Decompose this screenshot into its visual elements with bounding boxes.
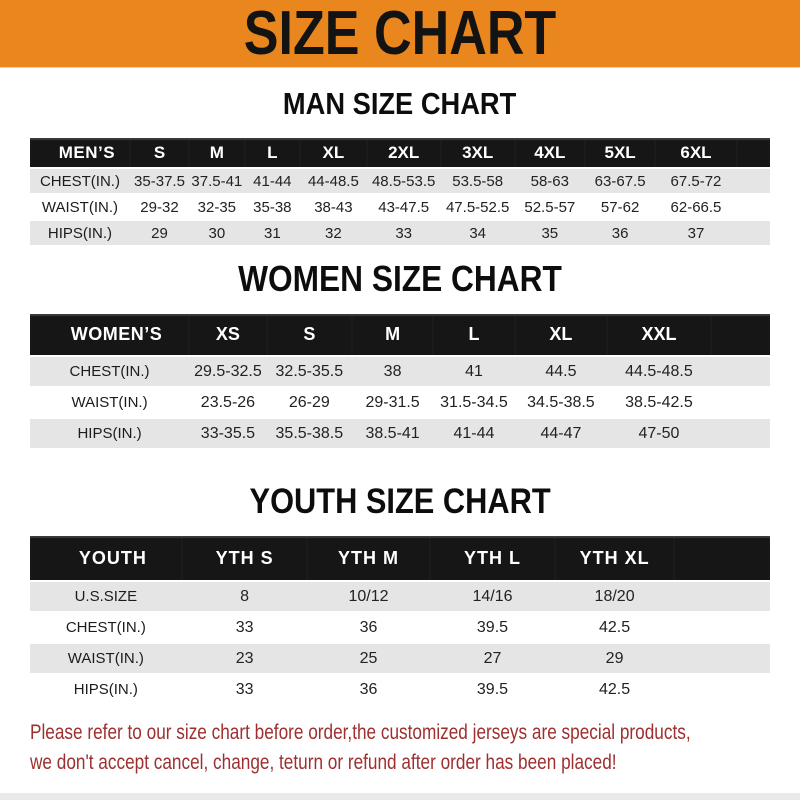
column-header: XS xyxy=(189,314,267,356)
size-value: 38-43 xyxy=(300,194,367,220)
size-value: 34.5-38.5 xyxy=(515,387,608,418)
column-header: XXL xyxy=(607,314,711,356)
table-header-row xyxy=(30,536,770,581)
column-header: XL xyxy=(300,138,367,168)
size-value: 29-32 xyxy=(130,194,189,220)
column-header: 2XL xyxy=(367,138,441,168)
table-row xyxy=(30,581,770,612)
size-value: 44.5 xyxy=(515,356,608,387)
row-label: HIPS(IN.) xyxy=(30,674,182,705)
column-header: 4XL xyxy=(515,138,585,168)
column-header: M xyxy=(352,314,433,356)
row-label: HIPS(IN.) xyxy=(30,220,130,246)
size-value: 39.5 xyxy=(430,612,556,643)
size-value: 44.5-48.5 xyxy=(607,356,711,387)
size-value: 14/16 xyxy=(430,581,556,612)
size-value: 47.5-52.5 xyxy=(441,194,515,220)
row-label: WAIST(IN.) xyxy=(30,643,182,674)
row-label: WAIST(IN.) xyxy=(30,387,189,418)
size-value: 31 xyxy=(245,220,301,246)
column-header: 5XL xyxy=(585,138,655,168)
size-value: 38 xyxy=(352,356,433,387)
filler-cell xyxy=(711,387,770,418)
size-value: 37 xyxy=(655,220,736,246)
disclaimer-line-2: we don't accept cancel, change, teturn or refund after order has been placed! xyxy=(30,750,617,774)
size-value: 41-44 xyxy=(245,168,301,194)
table-row xyxy=(30,418,770,449)
size-value: 41-44 xyxy=(433,418,514,449)
man-section-heading xyxy=(0,88,800,120)
size-value: 34 xyxy=(441,220,515,246)
size-value: 44-47 xyxy=(515,418,608,449)
filler-cell xyxy=(711,314,770,356)
size-value: 67.5-72 xyxy=(655,168,736,194)
column-header: XL xyxy=(515,314,608,356)
filler-cell xyxy=(674,674,770,705)
filler-cell xyxy=(674,536,770,581)
size-value: 38.5-41 xyxy=(352,418,433,449)
column-header: 6XL xyxy=(655,138,736,168)
column-header: 3XL xyxy=(441,138,515,168)
size-value: 29.5-32.5 xyxy=(189,356,267,387)
size-value: 41 xyxy=(433,356,514,387)
column-header: YTH M xyxy=(307,536,429,581)
table-row xyxy=(30,220,770,246)
size-value: 44-48.5 xyxy=(300,168,367,194)
column-header: S xyxy=(130,138,189,168)
table-row xyxy=(30,356,770,387)
size-value: 29-31.5 xyxy=(352,387,433,418)
size-value: 35-37.5 xyxy=(130,168,189,194)
size-value: 63-67.5 xyxy=(585,168,655,194)
size-value: 37.5-41 xyxy=(189,168,245,194)
table-row xyxy=(30,194,770,220)
size-chart-banner xyxy=(0,0,800,68)
size-value: 36 xyxy=(585,220,655,246)
column-header: L xyxy=(433,314,514,356)
size-value: 33 xyxy=(367,220,441,246)
row-label: CHEST(IN.) xyxy=(30,356,189,387)
filler-cell xyxy=(674,612,770,643)
column-header: YTH L xyxy=(430,536,556,581)
size-value: 27 xyxy=(430,643,556,674)
row-label: WAIST(IN.) xyxy=(30,194,130,220)
womens-size-table xyxy=(30,314,770,450)
size-value: 35 xyxy=(515,220,585,246)
size-value: 36 xyxy=(307,612,429,643)
column-header: M xyxy=(189,138,245,168)
size-value: 23.5-26 xyxy=(189,387,267,418)
column-header: YTH XL xyxy=(555,536,673,581)
youth-section-heading xyxy=(0,483,800,520)
size-value: 33 xyxy=(182,612,308,643)
table-row xyxy=(30,674,770,705)
table-header-row xyxy=(30,314,770,356)
table-row xyxy=(30,612,770,643)
size-value: 48.5-53.5 xyxy=(367,168,441,194)
women-section-heading xyxy=(0,260,800,298)
size-value: 26-29 xyxy=(267,387,352,418)
table-header-row xyxy=(30,138,770,168)
row-label: U.S.SIZE xyxy=(30,581,182,612)
mens-size-table xyxy=(30,138,770,247)
table-row xyxy=(30,168,770,194)
table-row xyxy=(30,387,770,418)
size-value: 18/20 xyxy=(555,581,673,612)
filler-cell xyxy=(711,418,770,449)
man-section-heading-text: MAN SIZE CHART xyxy=(283,86,517,121)
size-value: 35-38 xyxy=(245,194,301,220)
filler-cell xyxy=(674,581,770,612)
size-value: 42.5 xyxy=(555,674,673,705)
women-section-heading-text: WOMEN SIZE CHART xyxy=(238,258,562,299)
table-title: MEN’S xyxy=(30,138,130,168)
size-value: 62-66.5 xyxy=(655,194,736,220)
size-value: 53.5-58 xyxy=(441,168,515,194)
table-title: YOUTH xyxy=(30,536,182,581)
size-value: 58-63 xyxy=(515,168,585,194)
size-value: 33-35.5 xyxy=(189,418,267,449)
filler-cell xyxy=(737,220,770,246)
size-value: 47-50 xyxy=(607,418,711,449)
size-value: 8 xyxy=(182,581,308,612)
size-value: 52.5-57 xyxy=(515,194,585,220)
size-value: 33 xyxy=(182,674,308,705)
column-header: S xyxy=(267,314,352,356)
row-label: CHEST(IN.) xyxy=(30,168,130,194)
filler-cell xyxy=(737,194,770,220)
filler-cell xyxy=(674,643,770,674)
size-value: 57-62 xyxy=(585,194,655,220)
youth-section-heading-text: YOUTH SIZE CHART xyxy=(249,482,551,521)
page-title: SIZE CHART xyxy=(243,0,557,68)
size-value: 35.5-38.5 xyxy=(267,418,352,449)
size-value: 30 xyxy=(189,220,245,246)
size-value: 25 xyxy=(307,643,429,674)
filler-cell xyxy=(737,168,770,194)
size-value: 10/12 xyxy=(307,581,429,612)
table-title: WOMEN’S xyxy=(30,314,189,356)
filler-cell xyxy=(711,356,770,387)
size-value: 32.5-35.5 xyxy=(267,356,352,387)
filler-cell xyxy=(737,138,770,168)
size-value: 32-35 xyxy=(189,194,245,220)
size-value: 38.5-42.5 xyxy=(607,387,711,418)
size-value: 42.5 xyxy=(555,612,673,643)
size-value: 23 xyxy=(182,643,308,674)
size-value: 29 xyxy=(555,643,673,674)
row-label: CHEST(IN.) xyxy=(30,612,182,643)
column-header: L xyxy=(245,138,301,168)
size-value: 29 xyxy=(130,220,189,246)
table-row xyxy=(30,643,770,674)
bottom-edge-strip xyxy=(0,793,800,800)
size-value: 36 xyxy=(307,674,429,705)
size-value: 31.5-34.5 xyxy=(433,387,514,418)
row-label: HIPS(IN.) xyxy=(30,418,189,449)
size-value: 43-47.5 xyxy=(367,194,441,220)
column-header: YTH S xyxy=(182,536,308,581)
disclaimer-note xyxy=(0,717,800,777)
disclaimer-line-1: Please refer to our size chart before order,the customized jerseys are special products, xyxy=(30,720,691,744)
size-value: 32 xyxy=(300,220,367,246)
size-value: 39.5 xyxy=(430,674,556,705)
youth-size-table xyxy=(30,536,770,706)
